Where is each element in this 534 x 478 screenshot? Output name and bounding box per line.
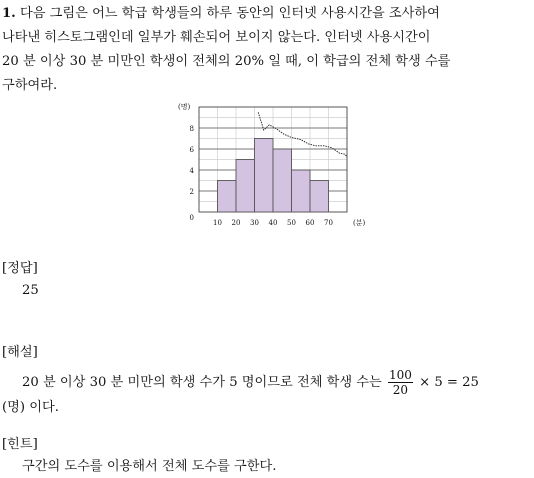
fraction-numerator: 100: [388, 368, 412, 382]
histogram-bar: [310, 181, 329, 213]
problem-line-4: 구하여라.: [2, 78, 58, 93]
histogram-bar: [292, 170, 311, 212]
x-tick-label: 10: [213, 219, 222, 227]
x-tick-label: 70: [324, 219, 333, 227]
solution-text-after: × 5 = 25: [419, 375, 479, 390]
problem-line-2: 나타낸 히스토그램인데 일부가 훼손되어 보이지 않는다. 인터넷 사용시간이: [2, 30, 431, 45]
histogram-bar: [218, 181, 237, 213]
answer-title: [정답]: [2, 261, 38, 276]
solution-text-before: 20 분 이상 30 분 미만의 학생 수가 5 명이므로 전체 학생 수는: [22, 375, 382, 390]
x-tick-label: 40: [268, 219, 278, 227]
x-tick-label: 20: [231, 219, 241, 227]
y-tick-label: 4: [189, 167, 194, 175]
problem-number: 1.: [2, 6, 16, 21]
x-tick-label: 60: [305, 219, 315, 227]
hint-text: 구간의 도수를 이용해서 전체 도수를 구한다.: [22, 459, 277, 474]
histogram-bar: [255, 139, 274, 213]
fraction-denominator: 20: [392, 383, 409, 397]
solution-line-1: [2, 368, 479, 397]
problem-text: [2, 2, 532, 98]
solution-line-2: (명) 이다.: [2, 400, 59, 415]
solution-section: [2, 342, 479, 419]
y-tick-label: 2: [189, 188, 194, 196]
histogram-bar: [236, 160, 255, 213]
hint-title: [힌트]: [2, 437, 38, 452]
x-tick-label: 50: [287, 219, 296, 227]
x-tick-label: 30: [250, 219, 259, 227]
problem-line-1-text: 다음 그림은 어느 학급 학생들의 하루 동안의 인터넷 사용시간을 조사하여: [19, 6, 440, 21]
histogram-bar: [273, 149, 292, 212]
problem-line-1: [2, 2, 532, 26]
problem-line-3: 20 분 이상 30 분 미만인 학생이 전체의 20% 일 때, 이 학급의 전체 학생 수를: [2, 54, 451, 69]
y-axis-label: (명): [178, 103, 191, 111]
histogram: [175, 100, 365, 230]
hint-section: [2, 434, 276, 478]
y-tick-label: 6: [189, 146, 194, 154]
origin-label: 0: [189, 214, 194, 222]
answer-value: 25: [22, 283, 39, 298]
solution-title: [해설]: [2, 345, 38, 360]
x-axis-label: (분): [353, 219, 365, 227]
answer-section: [2, 258, 39, 302]
y-tick-label: 8: [189, 125, 194, 133]
solution-fraction: [388, 368, 413, 397]
